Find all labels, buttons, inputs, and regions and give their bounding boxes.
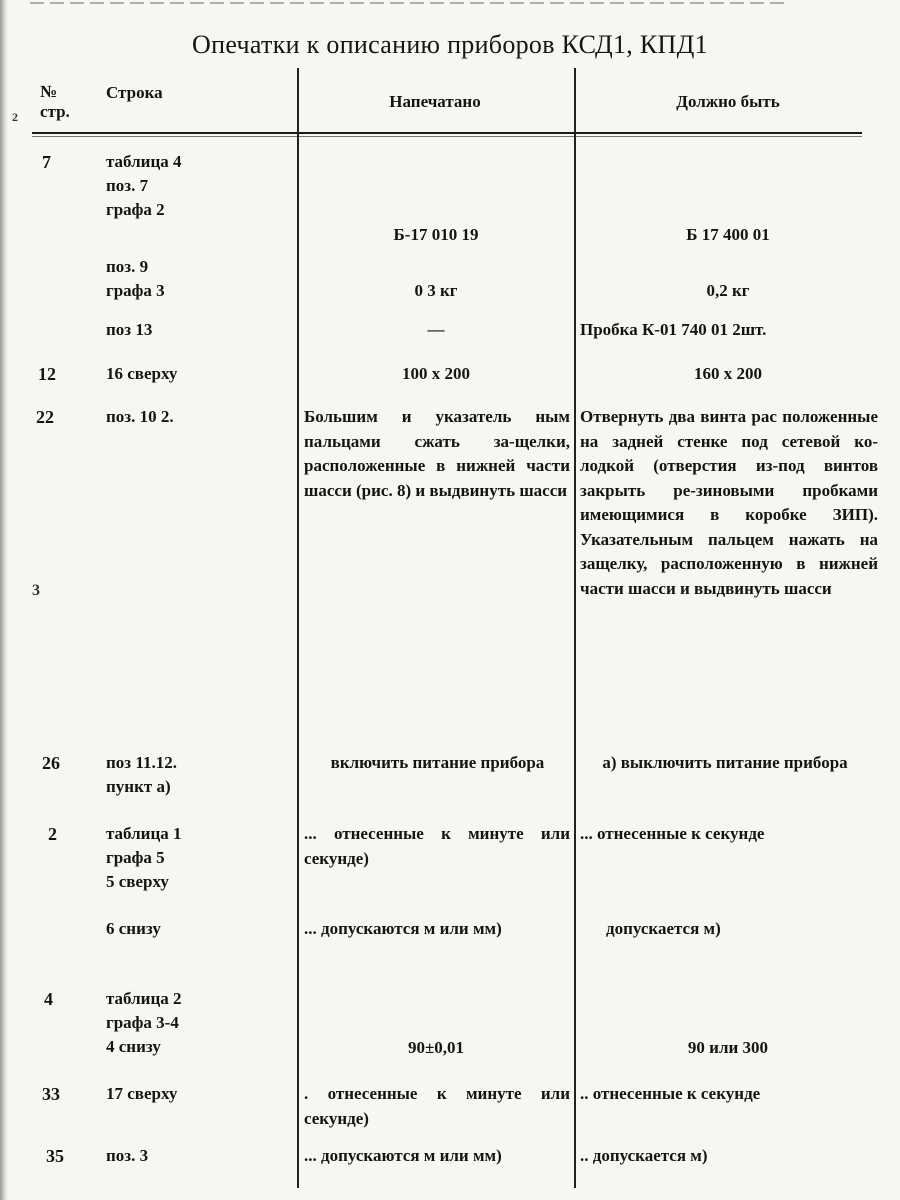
row-printed: Большим и указатель ным пальцами сжать за-щелки, расположенные в нижней части шасси (рис. 8) и выдвинуть шасси [304,407,570,500]
header-rule [32,132,862,134]
row-printed: 100 x 200 [402,364,470,383]
header-line: Строка [106,83,163,102]
row-line: таблица 2 графа 3-4 4 снизу [106,989,182,1056]
row-printed: . отнесенные к минуте или секунде) [304,1084,570,1128]
row-printed: Б-17 010 19 [393,225,479,244]
row-should-be: допускается м) [606,919,721,938]
row-should-be: .. допускается м) [580,1146,708,1165]
row-should-be: 90 или 300 [687,1038,769,1057]
column-separator-printed [297,68,299,1188]
row-line: 16 сверху [106,364,178,383]
row-should-be: .. отнесенные к секунде [580,1084,761,1103]
margin-note: 3 [32,582,40,599]
row-page: 35 [46,1146,64,1166]
row-line: поз. 10 2. [106,407,174,426]
row-line: 17 сверху [106,1084,178,1103]
row-page: 4 [44,989,53,1009]
header-printed: Напечатано [389,92,481,111]
header-should-be: Должно быть [676,92,780,111]
row-should-be: а) выключить питание прибора [602,753,848,772]
page-title: Опечатки к описанию приборов КСД1, КПД1 [192,30,708,59]
row-printed: ... отнесенные к минуте или секунде) [304,824,570,868]
row-should-be: Б 17 400 01 [686,225,770,244]
row-page: 33 [42,1084,60,1104]
header-rule-thin [32,136,862,137]
row-page: 22 [36,407,54,427]
row-page: 2 [48,824,57,844]
row-should-be: ... отнесенные к секунде [580,824,765,843]
row-printed: 0 3 кг [414,281,458,300]
row-page: 7 [42,152,51,172]
row-page: 12 [38,364,56,384]
row-printed: — [427,320,445,339]
row-printed: ... допускаются м или мм) [304,919,502,938]
row-line: поз 11.12. пункт а) [106,753,177,796]
row-printed: 90±0,01 [407,1038,465,1057]
row-line: таблица 1 графа 5 5 сверху [106,824,182,891]
row-line: таблица 4 поз. 7 графа 2 [106,152,182,219]
row-printed: включить питание прибора [330,753,545,772]
row-should-be: Пробка К-01 740 01 2шт. [580,320,767,339]
margin-note: 2 [12,110,18,124]
row-line: поз. 9 графа 3 [106,257,165,300]
row-page: 26 [42,753,60,773]
scan-edge [0,0,8,1200]
row-line: поз. 3 [106,1146,149,1165]
row-should-be: 0,2 кг [706,281,750,300]
row-line: 6 снизу [106,919,161,938]
row-line: поз 13 [106,320,153,339]
header-page-no: № стр. [40,82,70,121]
row-should-be: 160 x 200 [694,364,762,383]
row-should-be: Отвернуть два винта рас положенные на задней стенке под сетевой ко-лодкой (отверстия из-под винтов закрыть ре-зиновыми пробками имеющимися в коробке ЗИП). Указательным пальцем нажать на защелку, расположенную в нижней части шасси и выдвинуть шасси [580,407,878,598]
row-printed: ... допускаются м или мм) [304,1146,502,1165]
top-rule [30,2,790,4]
column-separator-should-be [574,68,576,1188]
